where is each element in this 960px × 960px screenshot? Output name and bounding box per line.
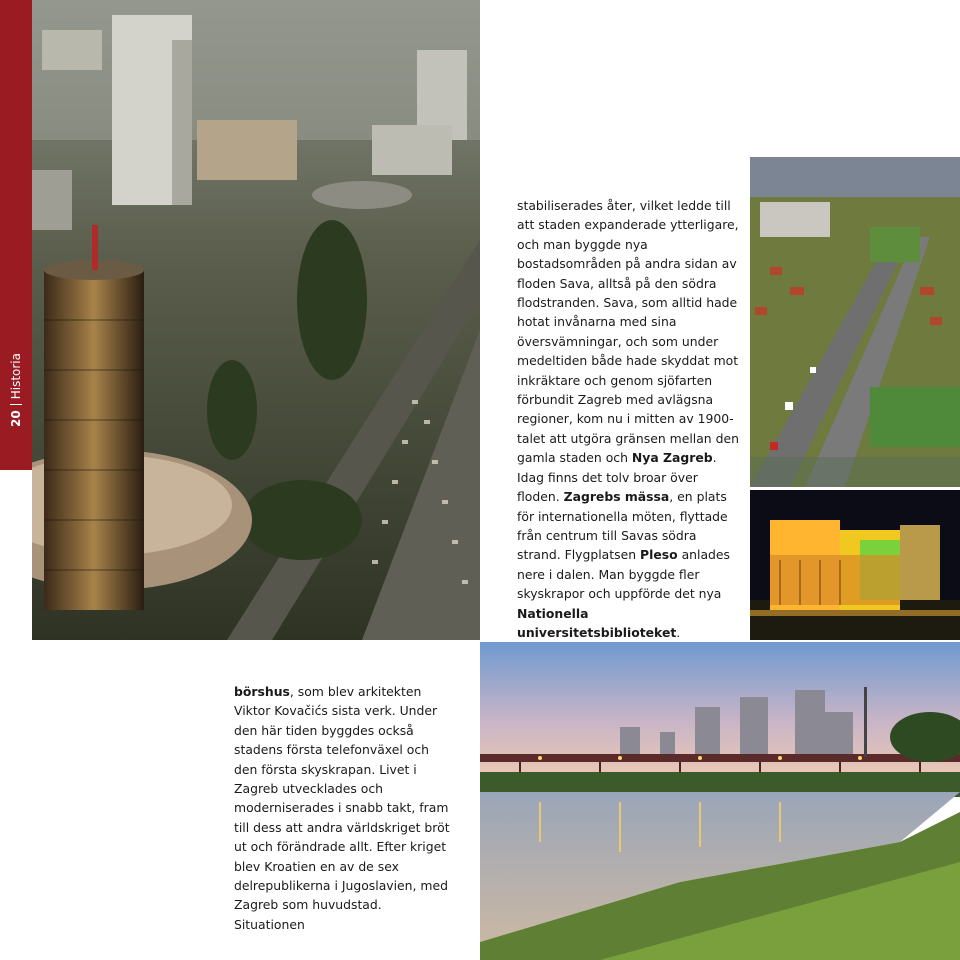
section-name: Historia xyxy=(9,353,23,400)
term-library: Nationella universitetsbiblioteket xyxy=(517,605,677,640)
text-segment: , som blev arkitekten Viktor Kovačićs sista verk. Under den här tiden byggdes också stadens första telefonväxel och den första skyskrapan. Livet i Zagreb utvecklades och moderniserades i snabb takt, fram till dess att andra världskriget bröt ut och förändrade allt. Efter kriget blev Kroatien en av de sex delrepublikerna i Jugoslavien, med Zagreb som huvudstad. Situationen xyxy=(234,684,450,932)
text-segment: , en plats för internationella möten, flyttade från centrum till Savas södra strand. Flygplatsen xyxy=(517,489,728,563)
river-photo xyxy=(480,642,960,960)
text-segment: anlades nere i dalen. Man byggde fler skyskrapor och uppförde det nya xyxy=(517,547,730,602)
term-pleso: Pleso xyxy=(640,547,678,563)
text-segment: . Idag finns det tolv broar över floden. xyxy=(517,450,717,505)
aerial-city-photo xyxy=(32,0,480,640)
term-nya-zagreb: Nya Zagreb xyxy=(631,450,713,466)
highway-photo xyxy=(750,157,960,487)
term-borshus: börshus xyxy=(234,684,290,699)
term-zagrebs-massa: Zagrebs mässa xyxy=(563,489,670,505)
body-paragraph-right xyxy=(517,196,743,642)
text-segment: . xyxy=(676,624,681,640)
library-night-photo xyxy=(750,490,960,640)
body-paragraph-left xyxy=(234,682,450,934)
label-divider xyxy=(10,404,22,405)
section-tab xyxy=(0,0,32,470)
page-label xyxy=(9,353,23,427)
text-column-right xyxy=(517,196,743,642)
text-column-left xyxy=(234,682,450,934)
text-segment: stabiliserades åter, vilket ledde till att staden expanderade ytterligare, och man byggde nya bostadsområden på andra sidan av floden Sava, alltså på den södra flodstranden. Sava, som alltid hade hotat invånarna med sina översvämningar, och som under medeltiden både hade skyddat mot inkräktare och genom sjöfarten förbundit Zagreb med avlägsna regioner, kom nu i mitten av 1900-talet att utgöra gränsen mellan den gamla staden och xyxy=(517,198,739,466)
page-number: 20 xyxy=(9,410,23,427)
